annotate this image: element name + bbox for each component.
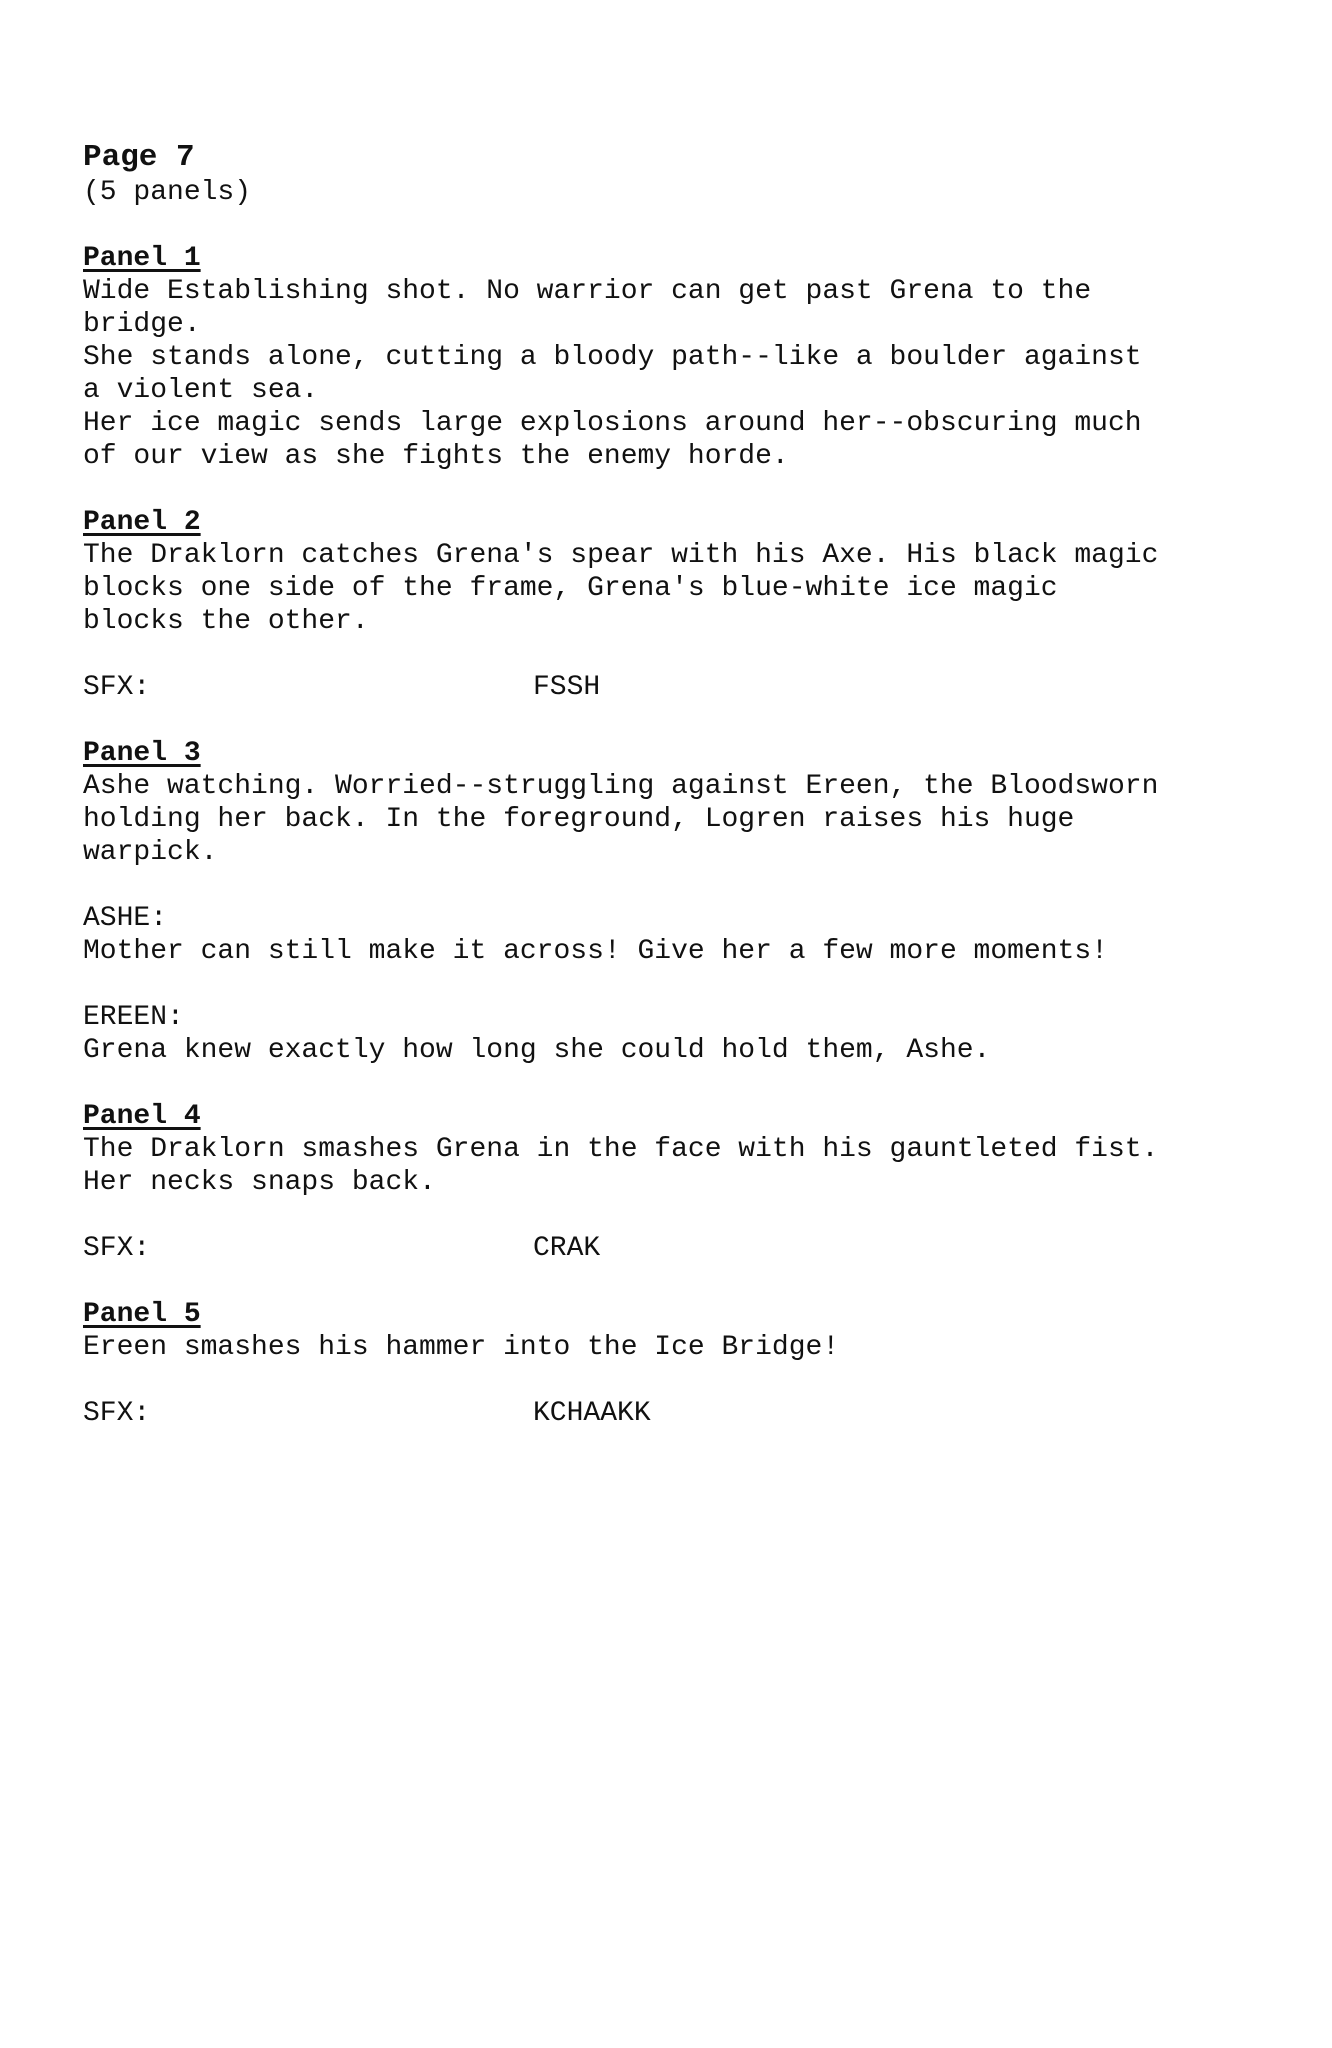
description-line: Her ice magic sends large explosions around her--obscuring much	[83, 408, 1142, 439]
panel-5-description	[83, 1331, 1263, 1364]
panel-1-section	[83, 242, 1263, 473]
panel-4-sfx	[83, 1232, 1263, 1265]
script-page	[83, 140, 1263, 1463]
description-line: Wide Establishing shot. No warrior can get past Grena to the	[83, 276, 1092, 307]
panel-1-heading: Panel 1	[83, 243, 201, 274]
description-line: bridge.	[83, 309, 201, 340]
description-line: Ereen smashes his hammer into the Ice Bridge!	[83, 1332, 840, 1363]
panel-4-description	[83, 1133, 1263, 1199]
panel-1-description	[83, 275, 1263, 473]
description-line: a violent sea.	[83, 375, 319, 406]
panel-3-section	[83, 737, 1263, 1067]
description-line: She stands alone, cutting a bloody path--like a boulder against	[83, 342, 1142, 373]
panel-5-sfx	[83, 1397, 1263, 1430]
panel-3-description	[83, 770, 1263, 869]
panel-2-heading: Panel 2	[83, 507, 201, 538]
description-line: The Draklorn catches Grena's spear with his Axe. His black magic	[83, 540, 1159, 571]
panel-2-sfx	[83, 671, 1263, 704]
description-line: Ashe watching. Worried--struggling against Ereen, the Bloodsworn	[83, 771, 1159, 802]
dialogue-line: Mother can still make it across! Give her a few more moments!	[83, 936, 1108, 967]
dialogue-ashe	[83, 902, 1263, 968]
panel-4-heading: Panel 4	[83, 1101, 201, 1132]
dialogue-line: Grena knew exactly how long she could hold them, Ashe.	[83, 1035, 991, 1066]
panel-2-description	[83, 539, 1263, 638]
description-line: of our view as she fights the enemy horde.	[83, 441, 789, 472]
description-line: holding her back. In the foreground, Logren raises his huge	[83, 804, 1075, 835]
description-line: blocks the other.	[83, 606, 369, 637]
description-line: The Draklorn smashes Grena in the face with his gauntleted fist.	[83, 1134, 1159, 1165]
panel-5-section	[83, 1298, 1263, 1430]
description-line: Her necks snaps back.	[83, 1167, 436, 1198]
speaker-name: ASHE:	[83, 903, 168, 934]
dialogue-ereen	[83, 1001, 1263, 1067]
sfx-value: CRAK	[533, 1233, 601, 1264]
panel-2-section	[83, 506, 1263, 704]
panel-4-section	[83, 1100, 1263, 1265]
panel-5-heading: Panel 5	[83, 1299, 201, 1330]
panel-3-heading: Panel 3	[83, 738, 201, 769]
description-line: blocks one side of the frame, Grena's blue-white ice magic	[83, 573, 1058, 604]
sfx-value: FSSH	[533, 672, 601, 703]
description-line: warpick.	[83, 837, 218, 868]
sfx-label: SFX:	[83, 1233, 151, 1264]
sfx-label: SFX:	[83, 672, 151, 703]
page-title: Page 7	[83, 140, 195, 175]
panel-count: (5 panels)	[83, 177, 252, 208]
speaker-name: EREEN:	[83, 1002, 184, 1033]
sfx-value: KCHAAKK	[533, 1398, 651, 1429]
sfx-label: SFX:	[83, 1398, 151, 1429]
